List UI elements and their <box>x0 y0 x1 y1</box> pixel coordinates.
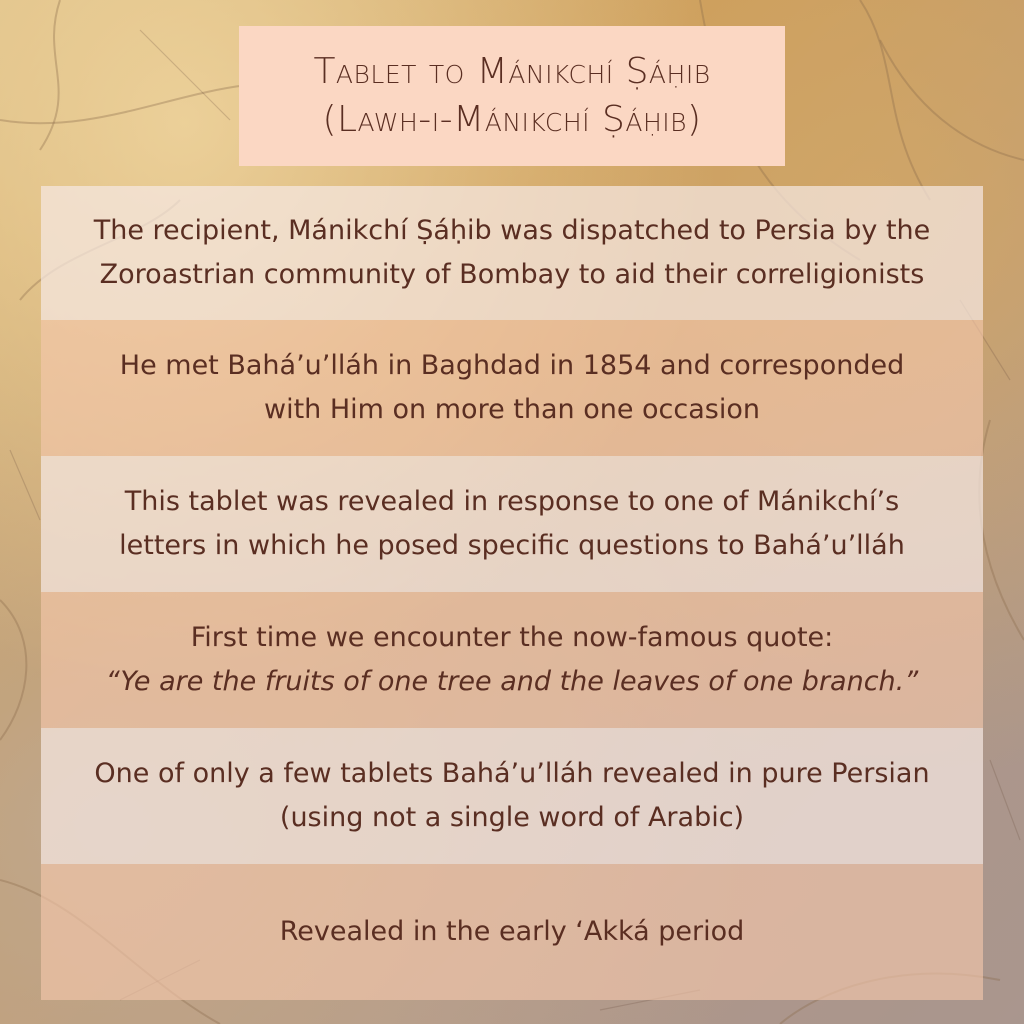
fact-panel-meeting <box>41 320 983 456</box>
fact-line: First time we encounter the now-famous quote: <box>190 622 834 653</box>
fact-panel-revelation <box>41 456 983 592</box>
fact-line: Revealed in the early ‘Akká period <box>279 916 745 947</box>
fact-line: letters in which he posed specific questions to Bahá’u’lláh <box>119 530 905 561</box>
fact-line: with Him on more than one occasion <box>263 394 760 425</box>
fact-panel-period <box>41 864 983 1000</box>
fact-line: (using not a single word of Arabic) <box>279 802 745 833</box>
title-line-1: Tablet to Mánikchí Ṣáḥib <box>313 51 711 92</box>
fact-panels <box>41 186 983 1000</box>
fact-panel-recipient <box>41 186 983 320</box>
fact-panel-language <box>41 728 983 864</box>
fact-line: Zoroastrian community of Bombay to aid their correligionists <box>99 259 925 290</box>
fact-line: The recipient, Mánikchí Ṣáḥib was dispatched to Persia by the <box>93 215 931 246</box>
fact-line: This tablet was revealed in response to one of Mánikchí’s <box>124 486 900 517</box>
title-line-2: (Lawh-i-Mánikchí Ṣáḥib) <box>322 99 702 140</box>
fact-panel-quote <box>41 592 983 728</box>
fact-line: He met Bahá’u’lláh in Baghdad in 1854 and corresponded <box>119 350 905 381</box>
title-box <box>239 26 785 166</box>
quote-text: “Ye are the fruits of one tree and the leaves of one branch.” <box>105 666 919 697</box>
fact-line: One of only a few tablets Bahá’u’lláh revealed in pure Persian <box>94 758 930 789</box>
